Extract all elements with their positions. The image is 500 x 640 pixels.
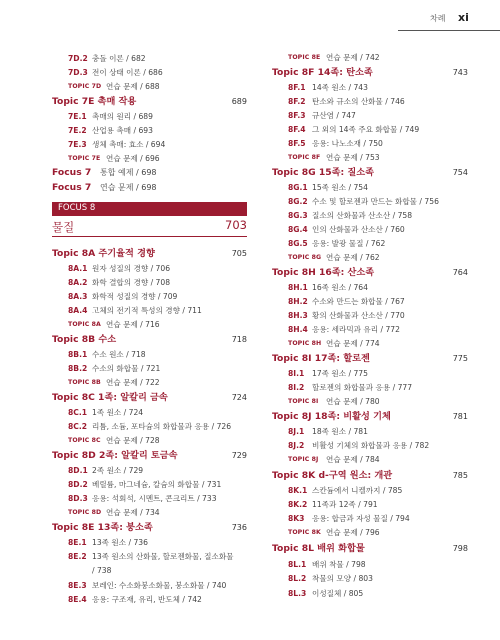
entry-text: 화학적 성질의 경향 / 709 bbox=[92, 292, 178, 301]
topic-practice-label: TOPIC 8B bbox=[68, 379, 101, 386]
topic-page: 775 bbox=[452, 354, 468, 363]
part-title-rule bbox=[52, 236, 247, 237]
entry-text: 스칸듐에서 니켈까지 / 785 bbox=[312, 486, 403, 495]
entry-text: 연습 문제 / 734 bbox=[106, 508, 160, 517]
topic-page: 764 bbox=[452, 268, 468, 277]
entry-text: 17족 원소 / 775 bbox=[312, 369, 368, 378]
entry-text: 리튬, 소듐, 포타슘의 화합물과 응용 / 726 bbox=[92, 422, 232, 431]
topic-page: 754 bbox=[452, 168, 468, 177]
topic-practice-label: TOPIC 8D bbox=[68, 509, 102, 516]
entry-text: 베릴륨, 마그네슘, 칼슘의 화합물 / 731 bbox=[92, 480, 222, 489]
entry-code: 8K.2 bbox=[288, 500, 308, 509]
entry-text: 수소와 만드는 화합물 / 767 bbox=[312, 297, 405, 306]
entry-code: 8I.2 bbox=[288, 383, 305, 392]
page-number: xi bbox=[458, 11, 469, 24]
focus-band bbox=[52, 202, 247, 216]
topic-page: 689 bbox=[231, 97, 247, 106]
topic-practice-label: TOPIC 8J bbox=[288, 456, 319, 463]
entry-text: 인의 산화물과 산소산 / 760 bbox=[312, 225, 405, 234]
entry-text: 14족 원소 / 743 bbox=[312, 83, 368, 92]
topic-page: 724 bbox=[231, 393, 247, 402]
entry-text: 18족 원소 / 781 bbox=[312, 427, 368, 436]
focus-code: Focus 7 bbox=[52, 182, 92, 193]
entry-code: 8D.2 bbox=[68, 480, 88, 489]
entry-text: 충돌 이론 / 682 bbox=[92, 54, 146, 63]
topic-practice-label: TOPIC 8K bbox=[288, 529, 321, 536]
entry-text: 전이 상태 이론 / 686 bbox=[92, 68, 163, 77]
entry-code: 8F.1 bbox=[288, 83, 306, 92]
entry-text: 응용: 세라믹과 유리 / 772 bbox=[312, 325, 400, 334]
entry-text: 보레인: 수소화붕소화물, 붕소화물 / 740 bbox=[92, 581, 227, 590]
entry-text: 2족 원소 / 729 bbox=[92, 466, 144, 475]
topic-title: Topic 8H 16족: 산소족 bbox=[272, 267, 375, 278]
topic-practice-label: TOPIC 8E bbox=[288, 54, 321, 61]
entry-text: 연습 문제 / 784 bbox=[326, 455, 380, 464]
entry-text: 13족 원소의 산화물, 할로젠화물, 질소화물 bbox=[92, 552, 234, 561]
topic-title: Topic 8F 14족: 탄소족 bbox=[272, 67, 373, 78]
topic-practice-label: TOPIC 8A bbox=[68, 321, 101, 328]
entry-code: 8C.2 bbox=[68, 422, 88, 431]
entry-text: 고체의 전기적 특성의 경향 / 711 bbox=[92, 306, 202, 315]
entry-code: 7D.2 bbox=[68, 54, 88, 63]
topic-title: Topic 8G 15족: 질소족 bbox=[272, 167, 375, 178]
entry-code: 8D.3 bbox=[68, 494, 88, 503]
entry-text: 수소 및 할로젠과 만드는 화합물 / 756 bbox=[312, 197, 439, 206]
entry-text: 배위 착물 / 798 bbox=[312, 560, 366, 569]
topic-title: Topic 8K d-구역 원소: 개관 bbox=[272, 470, 393, 481]
entry-code: 8E.4 bbox=[68, 595, 87, 604]
entry-text: 수소의 화합물 / 721 bbox=[92, 364, 161, 373]
entry-text: 응용: 석회석, 시멘트, 콘크리트 / 733 bbox=[92, 494, 217, 503]
entry-code: 8B.2 bbox=[68, 364, 88, 373]
entry-code: 8C.1 bbox=[68, 408, 88, 417]
focus-band-label: FOCUS 8 bbox=[58, 203, 96, 213]
entry-text: 연습 문제 / 698 bbox=[100, 183, 157, 192]
entry-code: 8L.3 bbox=[288, 589, 307, 598]
part-page: 703 bbox=[225, 218, 247, 232]
entry-code: 8L.2 bbox=[288, 574, 307, 583]
topic-page: 743 bbox=[452, 68, 468, 77]
topic-title: Topic 8D 2족: 알칼리 토금속 bbox=[52, 450, 178, 461]
entry-code: 8B.1 bbox=[68, 350, 88, 359]
entry-text: 연습 문제 / 696 bbox=[106, 154, 160, 163]
entry-text: 촉매의 원리 / 689 bbox=[92, 112, 153, 121]
entry-text: 질소의 산화물과 산소산 / 758 bbox=[312, 211, 413, 220]
entry-code: 8G.1 bbox=[288, 183, 308, 192]
entry-text: 15족 원소 / 754 bbox=[312, 183, 368, 192]
entry-text: 생체 촉매: 효소 / 694 bbox=[92, 140, 166, 149]
entry-text: 1족 원소 / 724 bbox=[92, 408, 144, 417]
entry-code: 8G.4 bbox=[288, 225, 308, 234]
entry-text: 연습 문제 / 728 bbox=[106, 436, 160, 445]
entry-text: 비활성 기체의 화합물과 응용 / 782 bbox=[312, 441, 430, 450]
entry-text: 할로젠의 화합물과 응용 / 777 bbox=[312, 383, 413, 392]
topic-practice-label: TOPIC 7E bbox=[68, 155, 101, 162]
entry-text: 연습 문제 / 796 bbox=[326, 528, 380, 537]
entry-code: 8E.1 bbox=[68, 538, 87, 547]
entry-code: 8J.1 bbox=[288, 427, 305, 436]
entry-text: 황의 산화물과 산소산 / 770 bbox=[312, 311, 405, 320]
focus-code: Focus 7 bbox=[52, 167, 92, 178]
entry-text: 연습 문제 / 722 bbox=[106, 378, 160, 387]
entry-text: / 738 bbox=[92, 566, 112, 575]
topic-page: 729 bbox=[231, 451, 247, 460]
entry-code: 8G.3 bbox=[288, 211, 308, 220]
entry-text: 연습 문제 / 780 bbox=[326, 397, 380, 406]
entry-code: 8I.1 bbox=[288, 369, 305, 378]
topic-practice-label: TOPIC 8I bbox=[288, 398, 319, 405]
entry-code: 8E.3 bbox=[68, 581, 87, 590]
topic-practice-label: TOPIC 8F bbox=[288, 154, 321, 161]
entry-text: 산업용 촉매 / 693 bbox=[92, 126, 153, 135]
part-title: 물질 bbox=[52, 220, 75, 234]
entry-text: 통합 예제 / 698 bbox=[100, 168, 157, 177]
entry-code: 7E.1 bbox=[68, 112, 87, 121]
entry-text: 응용: 나노소재 / 750 bbox=[312, 139, 383, 148]
entry-text: 규산염 / 747 bbox=[312, 111, 356, 120]
topic-page: 785 bbox=[452, 471, 468, 480]
topic-title: Topic 7E 촉매 작용 bbox=[52, 96, 137, 107]
topic-title: Topic 8I 17족: 할로젠 bbox=[272, 353, 370, 364]
entry-text: 탄소와 규소의 산화물 / 746 bbox=[312, 97, 405, 106]
entry-text: 이성질체 / 805 bbox=[312, 589, 364, 598]
entry-code: 8H.3 bbox=[288, 311, 308, 320]
entry-code: 8A.4 bbox=[68, 306, 88, 315]
entry-text: 연습 문제 / 762 bbox=[326, 253, 380, 262]
entry-text: 응용: 합금과 자성 물질 / 794 bbox=[312, 514, 410, 523]
entry-text: 응용: 구조재, 유리, 반도체 / 742 bbox=[92, 595, 202, 604]
entry-code: 8H.4 bbox=[288, 325, 308, 334]
entry-code: 7E.2 bbox=[68, 126, 87, 135]
topic-title: Topic 8L 배위 화합물 bbox=[272, 543, 365, 554]
entry-code: 8G.5 bbox=[288, 239, 308, 248]
topic-title: Topic 8A 주기율적 경향 bbox=[52, 248, 155, 259]
entry-text: 11족과 12족 / 791 bbox=[312, 500, 378, 509]
topic-practice-label: TOPIC 8G bbox=[288, 254, 322, 261]
topic-title: Topic 8B 수소 bbox=[52, 334, 117, 345]
entry-text: 착물의 모양 / 803 bbox=[312, 574, 373, 583]
topic-title: Topic 8J 18족: 비활성 기체 bbox=[272, 411, 391, 422]
entry-code: 8H.1 bbox=[288, 283, 308, 292]
entry-code: 8G.2 bbox=[288, 197, 308, 206]
entry-text: 연습 문제 / 753 bbox=[326, 153, 380, 162]
topic-practice-label: TOPIC 7D bbox=[68, 83, 102, 90]
entry-code: 8L.1 bbox=[288, 560, 307, 569]
entry-text: 연습 문제 / 742 bbox=[326, 53, 380, 62]
entry-code: 8E.2 bbox=[68, 552, 87, 561]
entry-text: 원자 성질의 경향 / 706 bbox=[92, 264, 171, 273]
topic-practice-label: TOPIC 8H bbox=[288, 340, 322, 347]
entry-text: 16족 원소 / 764 bbox=[312, 283, 368, 292]
entry-code: 8F.5 bbox=[288, 139, 306, 148]
entry-text: 연습 문제 / 774 bbox=[326, 339, 380, 348]
topic-title: Topic 8E 13족: 붕소족 bbox=[52, 522, 153, 533]
entry-code: 8K3 bbox=[288, 514, 305, 523]
topic-page: 798 bbox=[452, 544, 468, 553]
entry-code: 8A.2 bbox=[68, 278, 88, 287]
entry-code: 8K.1 bbox=[288, 486, 308, 495]
entry-code: 8F.2 bbox=[288, 97, 306, 106]
entry-code: 8J.2 bbox=[288, 441, 305, 450]
entry-code: 8H.2 bbox=[288, 297, 308, 306]
entry-text: 그 외의 14족 주요 화합물 / 749 bbox=[312, 125, 420, 134]
header-rule bbox=[398, 30, 500, 31]
page-header bbox=[0, 0, 500, 36]
entry-text: 수소 원소 / 718 bbox=[92, 350, 146, 359]
topic-title: Topic 8C 1족: 알칼리 금속 bbox=[52, 392, 168, 403]
topic-page: 781 bbox=[452, 412, 468, 421]
entry-text: 화학 결합의 경향 / 708 bbox=[92, 278, 171, 287]
entry-code: 8D.1 bbox=[68, 466, 88, 475]
entry-code: 7E.3 bbox=[68, 140, 87, 149]
entry-text: 응용: 발광 물질 / 762 bbox=[312, 239, 386, 248]
entry-code: 7D.3 bbox=[68, 68, 88, 77]
topic-practice-label: TOPIC 8C bbox=[68, 437, 101, 444]
entry-code: 8A.3 bbox=[68, 292, 88, 301]
topic-page: 705 bbox=[231, 249, 247, 258]
topic-page: 736 bbox=[231, 523, 247, 532]
topic-page: 718 bbox=[231, 335, 247, 344]
entry-code: 8F.4 bbox=[288, 125, 306, 134]
entry-text: 연습 문제 / 716 bbox=[106, 320, 160, 329]
entry-text: 13족 원소 / 736 bbox=[92, 538, 148, 547]
entry-code: 8F.3 bbox=[288, 111, 306, 120]
entry-code: 8A.1 bbox=[68, 264, 88, 273]
entry-text: 연습 문제 / 688 bbox=[106, 82, 160, 91]
running-head: 차례 bbox=[430, 14, 446, 23]
